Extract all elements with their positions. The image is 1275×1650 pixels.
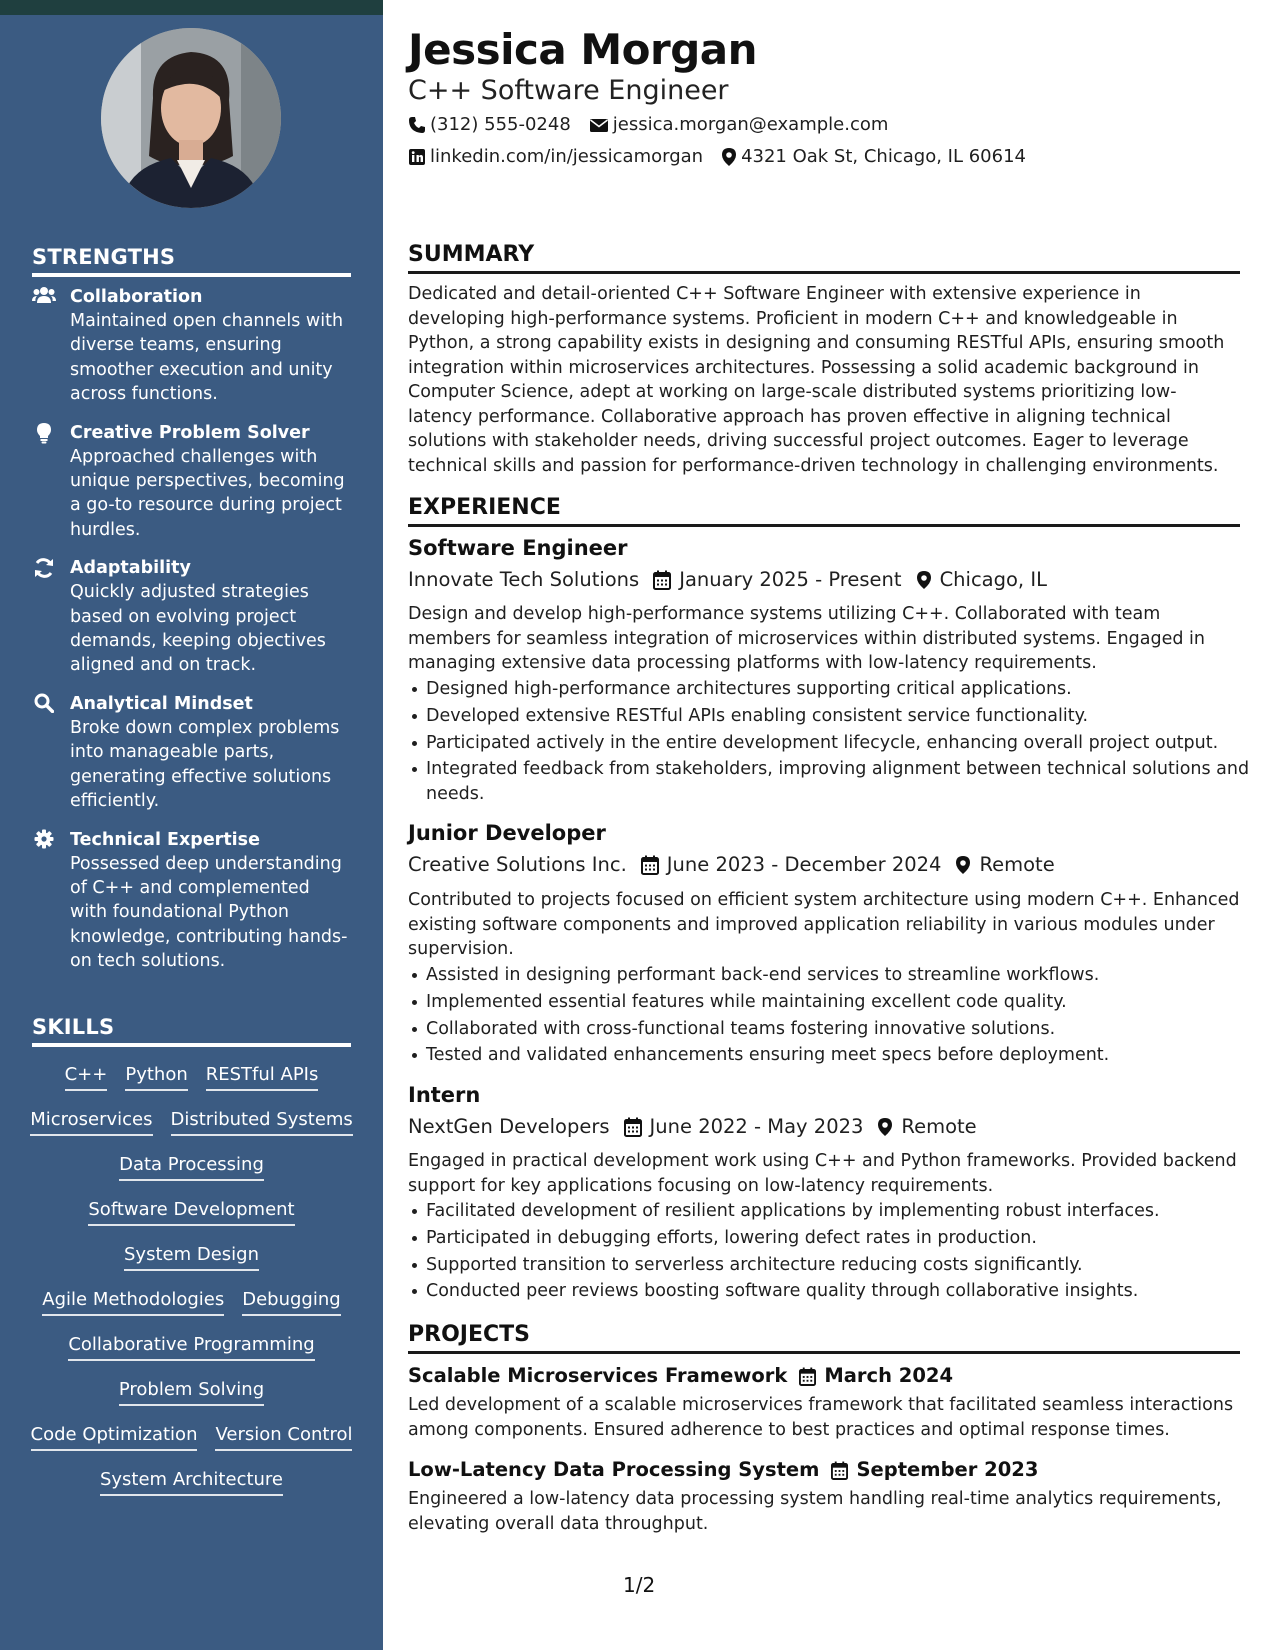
envelope-icon bbox=[589, 117, 609, 133]
map-pin-icon bbox=[955, 855, 971, 875]
calendar-icon bbox=[624, 1117, 642, 1137]
skill-tag: Code Optimization bbox=[31, 1424, 198, 1451]
email-text: jessica.morgan@example.com bbox=[612, 114, 889, 135]
projects-title: PROJECTS bbox=[408, 1321, 1240, 1354]
bullet-item: Implemented essential features while maintaining excellent code quality. bbox=[426, 990, 1258, 1017]
phone-contact[interactable] bbox=[408, 113, 571, 137]
bullet-item: Participated actively in the entire development lifecycle, enhancing overall project output. bbox=[426, 731, 1258, 758]
skill-tag: Python bbox=[125, 1064, 187, 1091]
job-meta bbox=[408, 567, 1047, 593]
project-date bbox=[799, 1363, 953, 1389]
strength-item bbox=[32, 285, 352, 407]
strength-desc: Possessed deep understanding of C++ and complemented with foundational Python knowledge, contributing hands-on tech solutions. bbox=[70, 853, 348, 972]
job-bullets bbox=[408, 963, 1258, 1070]
job-meta bbox=[408, 1114, 977, 1140]
skill-tag: Collaborative Programming bbox=[68, 1334, 314, 1361]
summary-title: SUMMARY bbox=[408, 241, 1240, 274]
bullet-item: Designed high-performance architectures supporting critical applications. bbox=[426, 677, 1258, 704]
project-date-text: March 2024 bbox=[824, 1364, 954, 1387]
job-title: Intern bbox=[408, 1083, 481, 1107]
skills-list bbox=[32, 1064, 351, 1514]
linkedin-text: linkedin.com/in/jessicamorgan bbox=[430, 146, 704, 167]
project-heading bbox=[408, 1363, 953, 1389]
job-title: Junior Developer bbox=[408, 821, 606, 845]
job-bullets bbox=[408, 1199, 1258, 1306]
skill-tag: Microservices bbox=[30, 1109, 152, 1136]
job-meta bbox=[408, 852, 1055, 878]
strength-desc: Quickly adjusted strategies based on evolving project demands, keeping objectives aligned and on track. bbox=[70, 582, 326, 676]
strength-desc: Maintained open channels with diverse teams, ensuring smoother execution and unity across functions. bbox=[70, 311, 344, 405]
users-icon bbox=[32, 286, 56, 308]
job-title: Software Engineer bbox=[408, 536, 628, 560]
skill-tag: System Design bbox=[124, 1244, 259, 1271]
strength-title: Creative Problem Solver bbox=[70, 422, 310, 443]
skill-tag: RESTful APIs bbox=[206, 1064, 319, 1091]
skill-row bbox=[32, 1469, 351, 1514]
skill-row bbox=[32, 1379, 351, 1424]
strength-item bbox=[32, 421, 352, 543]
calendar-icon bbox=[653, 570, 671, 590]
linkedin-icon bbox=[408, 148, 426, 166]
address-contact bbox=[721, 145, 1026, 169]
job-location-text: Chicago, IL bbox=[939, 568, 1047, 591]
address-text: 4321 Oak St, Chicago, IL 60614 bbox=[741, 146, 1026, 167]
calendar-icon bbox=[641, 855, 659, 875]
skill-tag: Version Control bbox=[215, 1424, 352, 1451]
contact-row bbox=[408, 145, 1026, 169]
project-description: Engineered a low-latency data processing system handling real-time analytics requirements, elevating overall data throughput. bbox=[408, 1489, 1222, 1534]
job-dates-text: January 2025 - Present bbox=[679, 568, 902, 591]
skill-row bbox=[32, 1289, 351, 1334]
profile-photo bbox=[101, 28, 281, 208]
linkedin-contact[interactable] bbox=[408, 145, 703, 169]
strength-desc: Approached challenges with unique perspectives, becoming a go-to resource during project hurdles. bbox=[70, 446, 345, 540]
email-contact[interactable] bbox=[589, 113, 889, 137]
job-location-text: Remote bbox=[979, 853, 1055, 876]
bullet-item: Tested and validated enhancements ensuring meet specs before deployment. bbox=[426, 1043, 1258, 1070]
strength-title: Adaptability bbox=[70, 558, 191, 579]
calendar-icon bbox=[799, 1367, 816, 1386]
bullet-item: Facilitated development of resilient applications by implementing robust interfaces. bbox=[426, 1199, 1258, 1226]
skill-row bbox=[32, 1109, 351, 1154]
project-heading bbox=[408, 1457, 1038, 1483]
job-dates bbox=[624, 1114, 864, 1140]
phone-text: (312) 555-0248 bbox=[430, 114, 571, 135]
skill-tag: Data Processing bbox=[119, 1154, 264, 1181]
map-pin-icon bbox=[916, 570, 932, 590]
calendar-icon bbox=[831, 1461, 848, 1480]
candidate-role: C++ Software Engineer bbox=[408, 75, 729, 106]
project-name: Low-Latency Data Processing System bbox=[408, 1458, 820, 1481]
bullet-item: Assisted in designing performant back-end services to streamline workflows. bbox=[426, 963, 1258, 990]
strength-title: Technical Expertise bbox=[70, 829, 260, 850]
summary-text: Dedicated and detail-oriented C++ Software Engineer with extensive experience in developing high-performance systems. Proficient in modern C++ and knowledgeable in Python, a strong capability exists in designing and consuming RESTful APIs, ensuring smooth integration within microservices architectures. Possessing a solid academic background in Computer Science, adept at working on large-scale distributed systems prioritizing low-latency performance. Collaborative approach has proven effective in aligning technical solutions with stakeholder needs, driving successful project outcomes. Eager to leverage technical skills and passion for performance-driven technology in challenging environments. bbox=[408, 284, 1225, 476]
project-date bbox=[831, 1457, 1038, 1483]
company-name: NextGen Developers bbox=[408, 1115, 610, 1138]
strength-item bbox=[32, 556, 352, 678]
contact-row bbox=[408, 113, 888, 137]
company-name: Innovate Tech Solutions bbox=[408, 568, 640, 591]
job-dates bbox=[641, 852, 942, 878]
phone-icon bbox=[408, 116, 426, 134]
skill-row bbox=[32, 1424, 351, 1469]
job-location bbox=[916, 567, 1047, 593]
candidate-name: Jessica Morgan bbox=[408, 25, 758, 74]
skill-tag: Distributed Systems bbox=[171, 1109, 353, 1136]
skill-row bbox=[32, 1154, 351, 1199]
lightbulb-icon bbox=[32, 422, 56, 444]
skill-row bbox=[32, 1199, 351, 1244]
map-pin-icon bbox=[877, 1117, 893, 1137]
sidebar bbox=[0, 15, 383, 1650]
strength-item bbox=[32, 692, 352, 814]
bullet-item: Integrated feedback from stakeholders, improving alignment between technical solutions and needs. bbox=[426, 757, 1258, 808]
skills-title: SKILLS bbox=[32, 1015, 351, 1047]
skill-row bbox=[32, 1244, 351, 1289]
skill-tag: Debugging bbox=[242, 1289, 340, 1316]
page-number: 1/2 bbox=[623, 1573, 656, 1597]
skill-tag: Agile Methodologies bbox=[42, 1289, 224, 1316]
job-description: Design and develop high-performance systems utilizing C++. Collaborated with team members for seamless integration of microservices within distributed systems. Engaged in managing extensive data processing platforms with low-latency requirements. bbox=[408, 604, 1205, 673]
skill-tag: System Architecture bbox=[100, 1469, 283, 1496]
bullet-item: Supported transition to serverless architecture reducing costs significantly. bbox=[426, 1253, 1258, 1280]
bullet-item: Conducted peer reviews boosting software quality through collaborative insights. bbox=[426, 1279, 1258, 1306]
strengths-title: STRENGTHS bbox=[32, 245, 351, 277]
company-name: Creative Solutions Inc. bbox=[408, 853, 627, 876]
job-dates bbox=[653, 567, 901, 593]
map-pin-icon bbox=[721, 147, 737, 167]
search-icon bbox=[32, 693, 56, 715]
bullet-item: Participated in debugging efforts, lowering defect rates in production. bbox=[426, 1226, 1258, 1253]
strength-title: Collaboration bbox=[70, 287, 203, 307]
job-dates-text: June 2022 - May 2023 bbox=[649, 1115, 864, 1138]
skill-row bbox=[32, 1064, 351, 1109]
strengths-list bbox=[32, 285, 352, 988]
job-description: Contributed to projects focused on efficient system architecture using modern C++. Enhanced existing software components and improved application reliability in various modules under supervision. bbox=[408, 890, 1240, 959]
project-description: Led development of a scalable microservices framework that facilitated seamless interactions among components. Ensured adherence to best practices and optimal response times. bbox=[408, 1395, 1234, 1440]
job-bullets bbox=[408, 677, 1258, 808]
strength-item bbox=[32, 828, 352, 974]
skill-tag: Software Development bbox=[88, 1199, 294, 1226]
job-dates-text: June 2023 - December 2024 bbox=[666, 853, 942, 876]
project-name: Scalable Microservices Framework bbox=[408, 1364, 788, 1387]
job-location-text: Remote bbox=[901, 1115, 977, 1138]
bullet-item: Collaborated with cross-functional teams fostering innovative solutions. bbox=[426, 1017, 1258, 1044]
job-description: Engaged in practical development work using C++ and Python frameworks. Provided backend support for key applications focusing on low-latency requirements. bbox=[408, 1151, 1237, 1196]
strength-title: Analytical Mindset bbox=[70, 693, 253, 714]
gear-icon bbox=[32, 829, 56, 851]
refresh-icon bbox=[32, 557, 56, 579]
bullet-item: Developed extensive RESTful APIs enabling consistent service functionality. bbox=[426, 704, 1258, 731]
skill-tag: C++ bbox=[65, 1064, 108, 1091]
job-location bbox=[877, 1114, 976, 1140]
project-date-text: September 2023 bbox=[856, 1458, 1039, 1481]
skill-row bbox=[32, 1334, 351, 1379]
strength-desc: Broke down complex problems into manageable parts, generating effective solutions efficiently. bbox=[70, 717, 340, 812]
experience-title: EXPERIENCE bbox=[408, 494, 1240, 527]
job-location bbox=[955, 852, 1054, 878]
sidebar-top-strip bbox=[0, 0, 383, 15]
skill-tag: Problem Solving bbox=[119, 1379, 264, 1406]
